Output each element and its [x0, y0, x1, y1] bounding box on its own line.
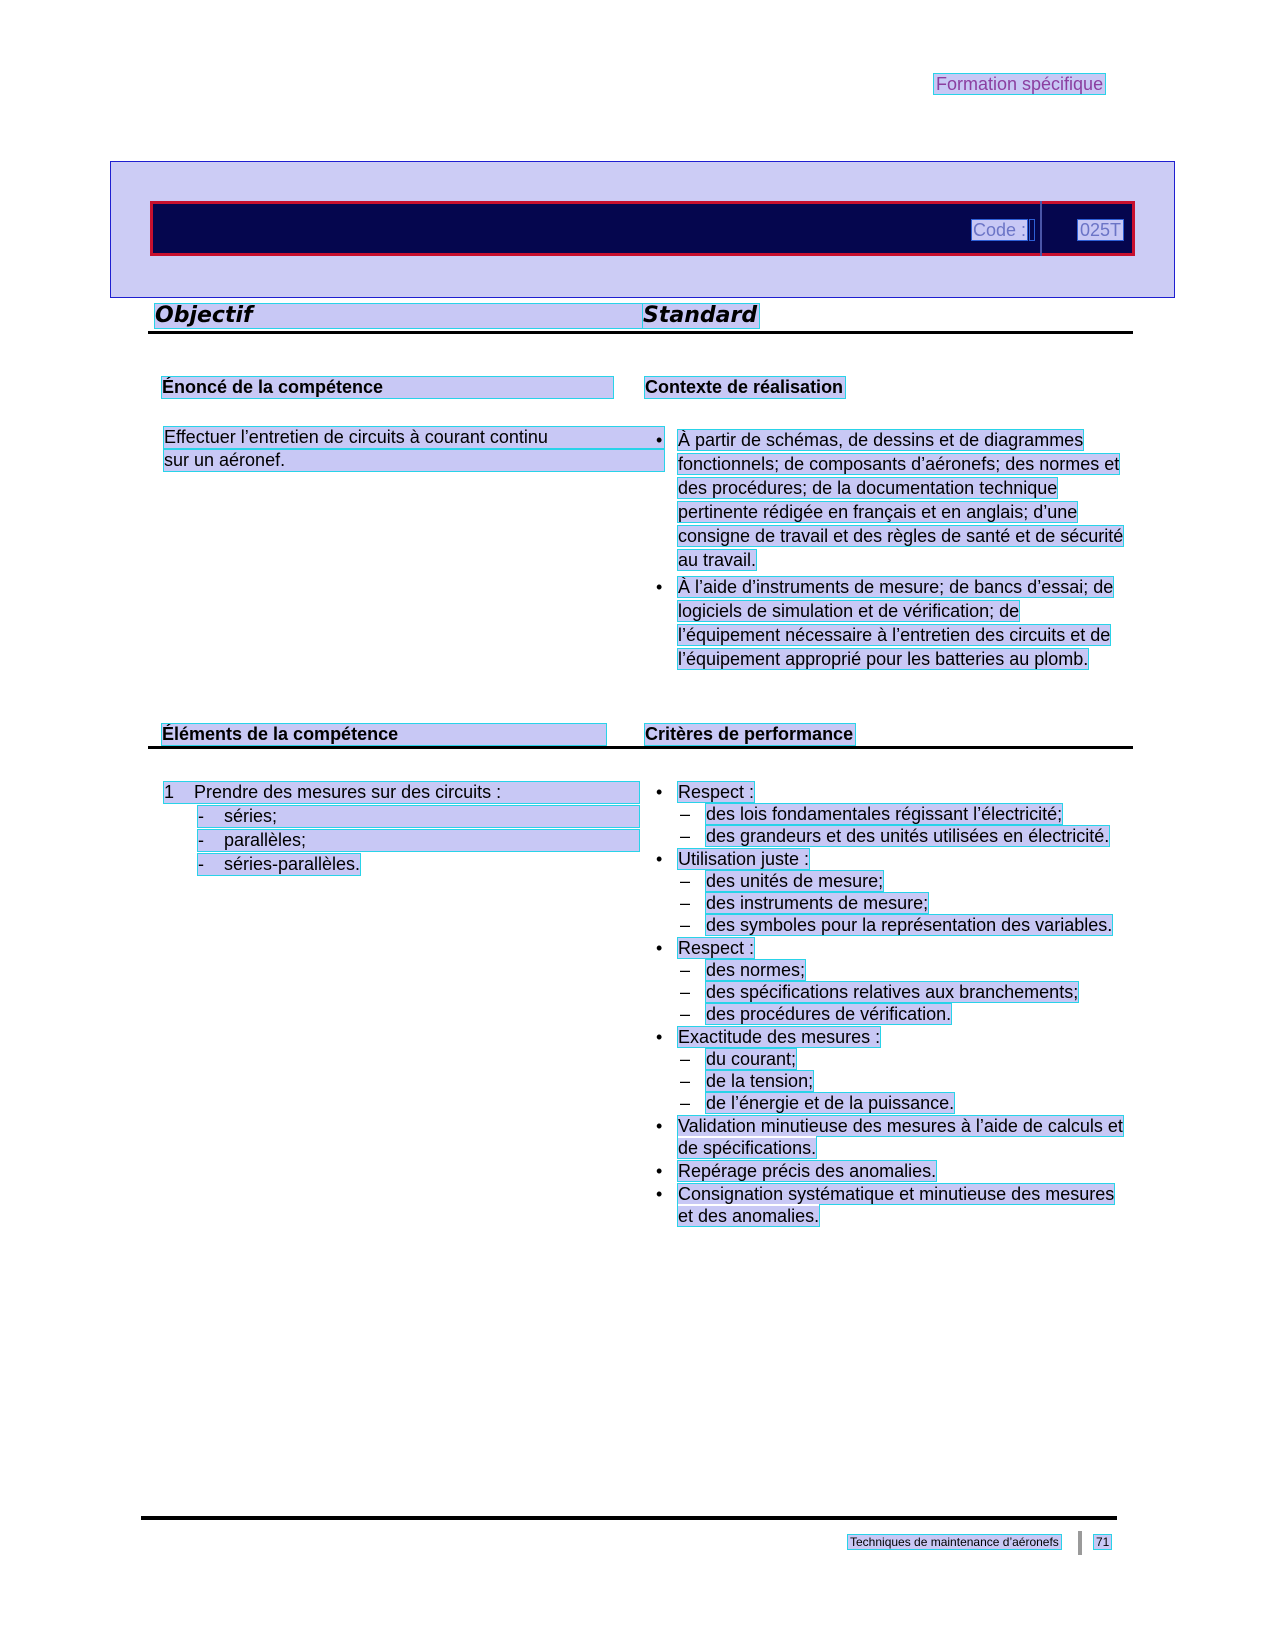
critere-subitem-text: des normes;: [706, 960, 806, 980]
list-subitem: [680, 1049, 1126, 1070]
element-label: Prendre des mesures sur des circuits :: [194, 782, 502, 802]
section-rule: [148, 331, 1133, 334]
list-subitem: [680, 1093, 1126, 1114]
contexte-item-text: À l’aide d’instruments de mesure; de bancs d’essai; de logiciels de simulation et de vérification; de l’équipement nécessaire à l’entretien des circuits et de l’équipement approprié pour les batteries au plomb.: [678, 577, 1114, 669]
contexte-list: [656, 428, 1126, 674]
page-number: 71: [1096, 1535, 1110, 1549]
contexte-heading: Contexte de réalisation: [645, 377, 844, 397]
banner-divider: [1040, 201, 1042, 256]
list-subitem: [680, 893, 1126, 914]
critere-subitem-text: de la tension;: [706, 1071, 814, 1091]
list-item: [656, 428, 1126, 572]
list-item: [656, 848, 1126, 870]
element-subitem-text: séries;: [224, 806, 278, 826]
criteres-list: [656, 781, 1126, 1228]
critere-label: Exactitude des mesures :: [678, 1027, 881, 1047]
list-subitem: [680, 960, 1126, 981]
critere-label: Utilisation juste :: [678, 849, 810, 869]
list-subitem: [680, 982, 1126, 1003]
elements-list: [164, 782, 664, 878]
element-dash: -: [198, 806, 204, 826]
element-subitem: [198, 830, 639, 851]
footer-bar: [1078, 1531, 1082, 1555]
enonce-line: Effectuer l’entretien de circuits à courant continu: [164, 427, 664, 448]
enonce-text: [164, 427, 640, 471]
element-subitem-text: séries-parallèles.: [224, 854, 361, 874]
header-label: Formation spécifique: [936, 74, 1104, 94]
code-value: 025T: [1080, 220, 1122, 240]
list-item: [656, 1026, 1126, 1048]
list-item: [656, 937, 1126, 959]
critere-subitem-text: des grandeurs et des unités utilisées en électricité.: [706, 826, 1110, 846]
critere-subitem-text: des instruments de mesure;: [706, 893, 929, 913]
list-item: [656, 575, 1126, 671]
enonce-line: sur un aéronef.: [164, 450, 664, 471]
list-subitem: [680, 804, 1126, 825]
list-item: [656, 1160, 1126, 1182]
critere-label: Validation minutieuse des mesures à l’aide de calculs et de spécifications.: [678, 1116, 1123, 1158]
critere-subitem-text: des procédures de vérification.: [706, 1004, 952, 1024]
list-subitem: [680, 915, 1126, 936]
element-subitem: [198, 806, 639, 827]
list-subitem: [680, 1071, 1126, 1092]
element-item: [164, 782, 639, 803]
list-subitem: [680, 826, 1126, 847]
critere-subitem-text: de l’énergie et de la puissance.: [706, 1093, 955, 1113]
critere-subitem-text: des unités de mesure;: [706, 871, 884, 891]
criteres-heading: Critères de performance: [645, 724, 854, 744]
elements-heading: Éléments de la compétence: [162, 724, 606, 745]
list-subitem: [680, 1004, 1126, 1025]
footer-text: Techniques de maintenance d’aéronefs: [850, 1535, 1059, 1549]
critere-subitem-text: du courant;: [706, 1049, 797, 1069]
code-label: Code :: [973, 220, 1027, 240]
footer-rule: [141, 1516, 1117, 1520]
objectif-title: Objectif: [155, 304, 648, 328]
list-item: [656, 1115, 1126, 1159]
critere-subitem-text: des symboles pour la représentation des variables.: [706, 915, 1113, 935]
critere-subitem-text: des spécifications relatives aux branchements;: [706, 982, 1079, 1002]
element-dash: -: [198, 830, 204, 850]
list-subitem: [680, 871, 1126, 892]
element-subitem-text: parallèles;: [224, 830, 307, 850]
critere-subitem-text: des lois fondamentales régissant l’électricité;: [706, 804, 1063, 824]
critere-label: Respect :: [678, 782, 755, 802]
element-subitem: [198, 854, 360, 875]
critere-label: Consignation systématique et minutieuse des mesures et des anomalies.: [678, 1184, 1115, 1226]
contexte-item-text: À partir de schémas, de dessins et de diagrammes fonctionnels; de composants d’aéronefs; des normes et des procédures; de la documentation technique pertinente rédigée en français et en anglais; d’une consigne de travail et des règles de santé et de sécurité au travail.: [678, 430, 1124, 570]
critere-label: Repérage précis des anomalies.: [678, 1161, 937, 1181]
element-number: 1: [164, 782, 175, 802]
element-dash: -: [198, 854, 204, 874]
elements-rule: [148, 746, 1133, 749]
list-item: [656, 1183, 1126, 1227]
list-item: [656, 781, 1126, 803]
critere-label: Respect :: [678, 938, 755, 958]
enonce-heading: Énoncé de la compétence: [162, 377, 613, 398]
standard-title: Standard: [643, 303, 758, 328]
code-separator: [1030, 220, 1034, 240]
